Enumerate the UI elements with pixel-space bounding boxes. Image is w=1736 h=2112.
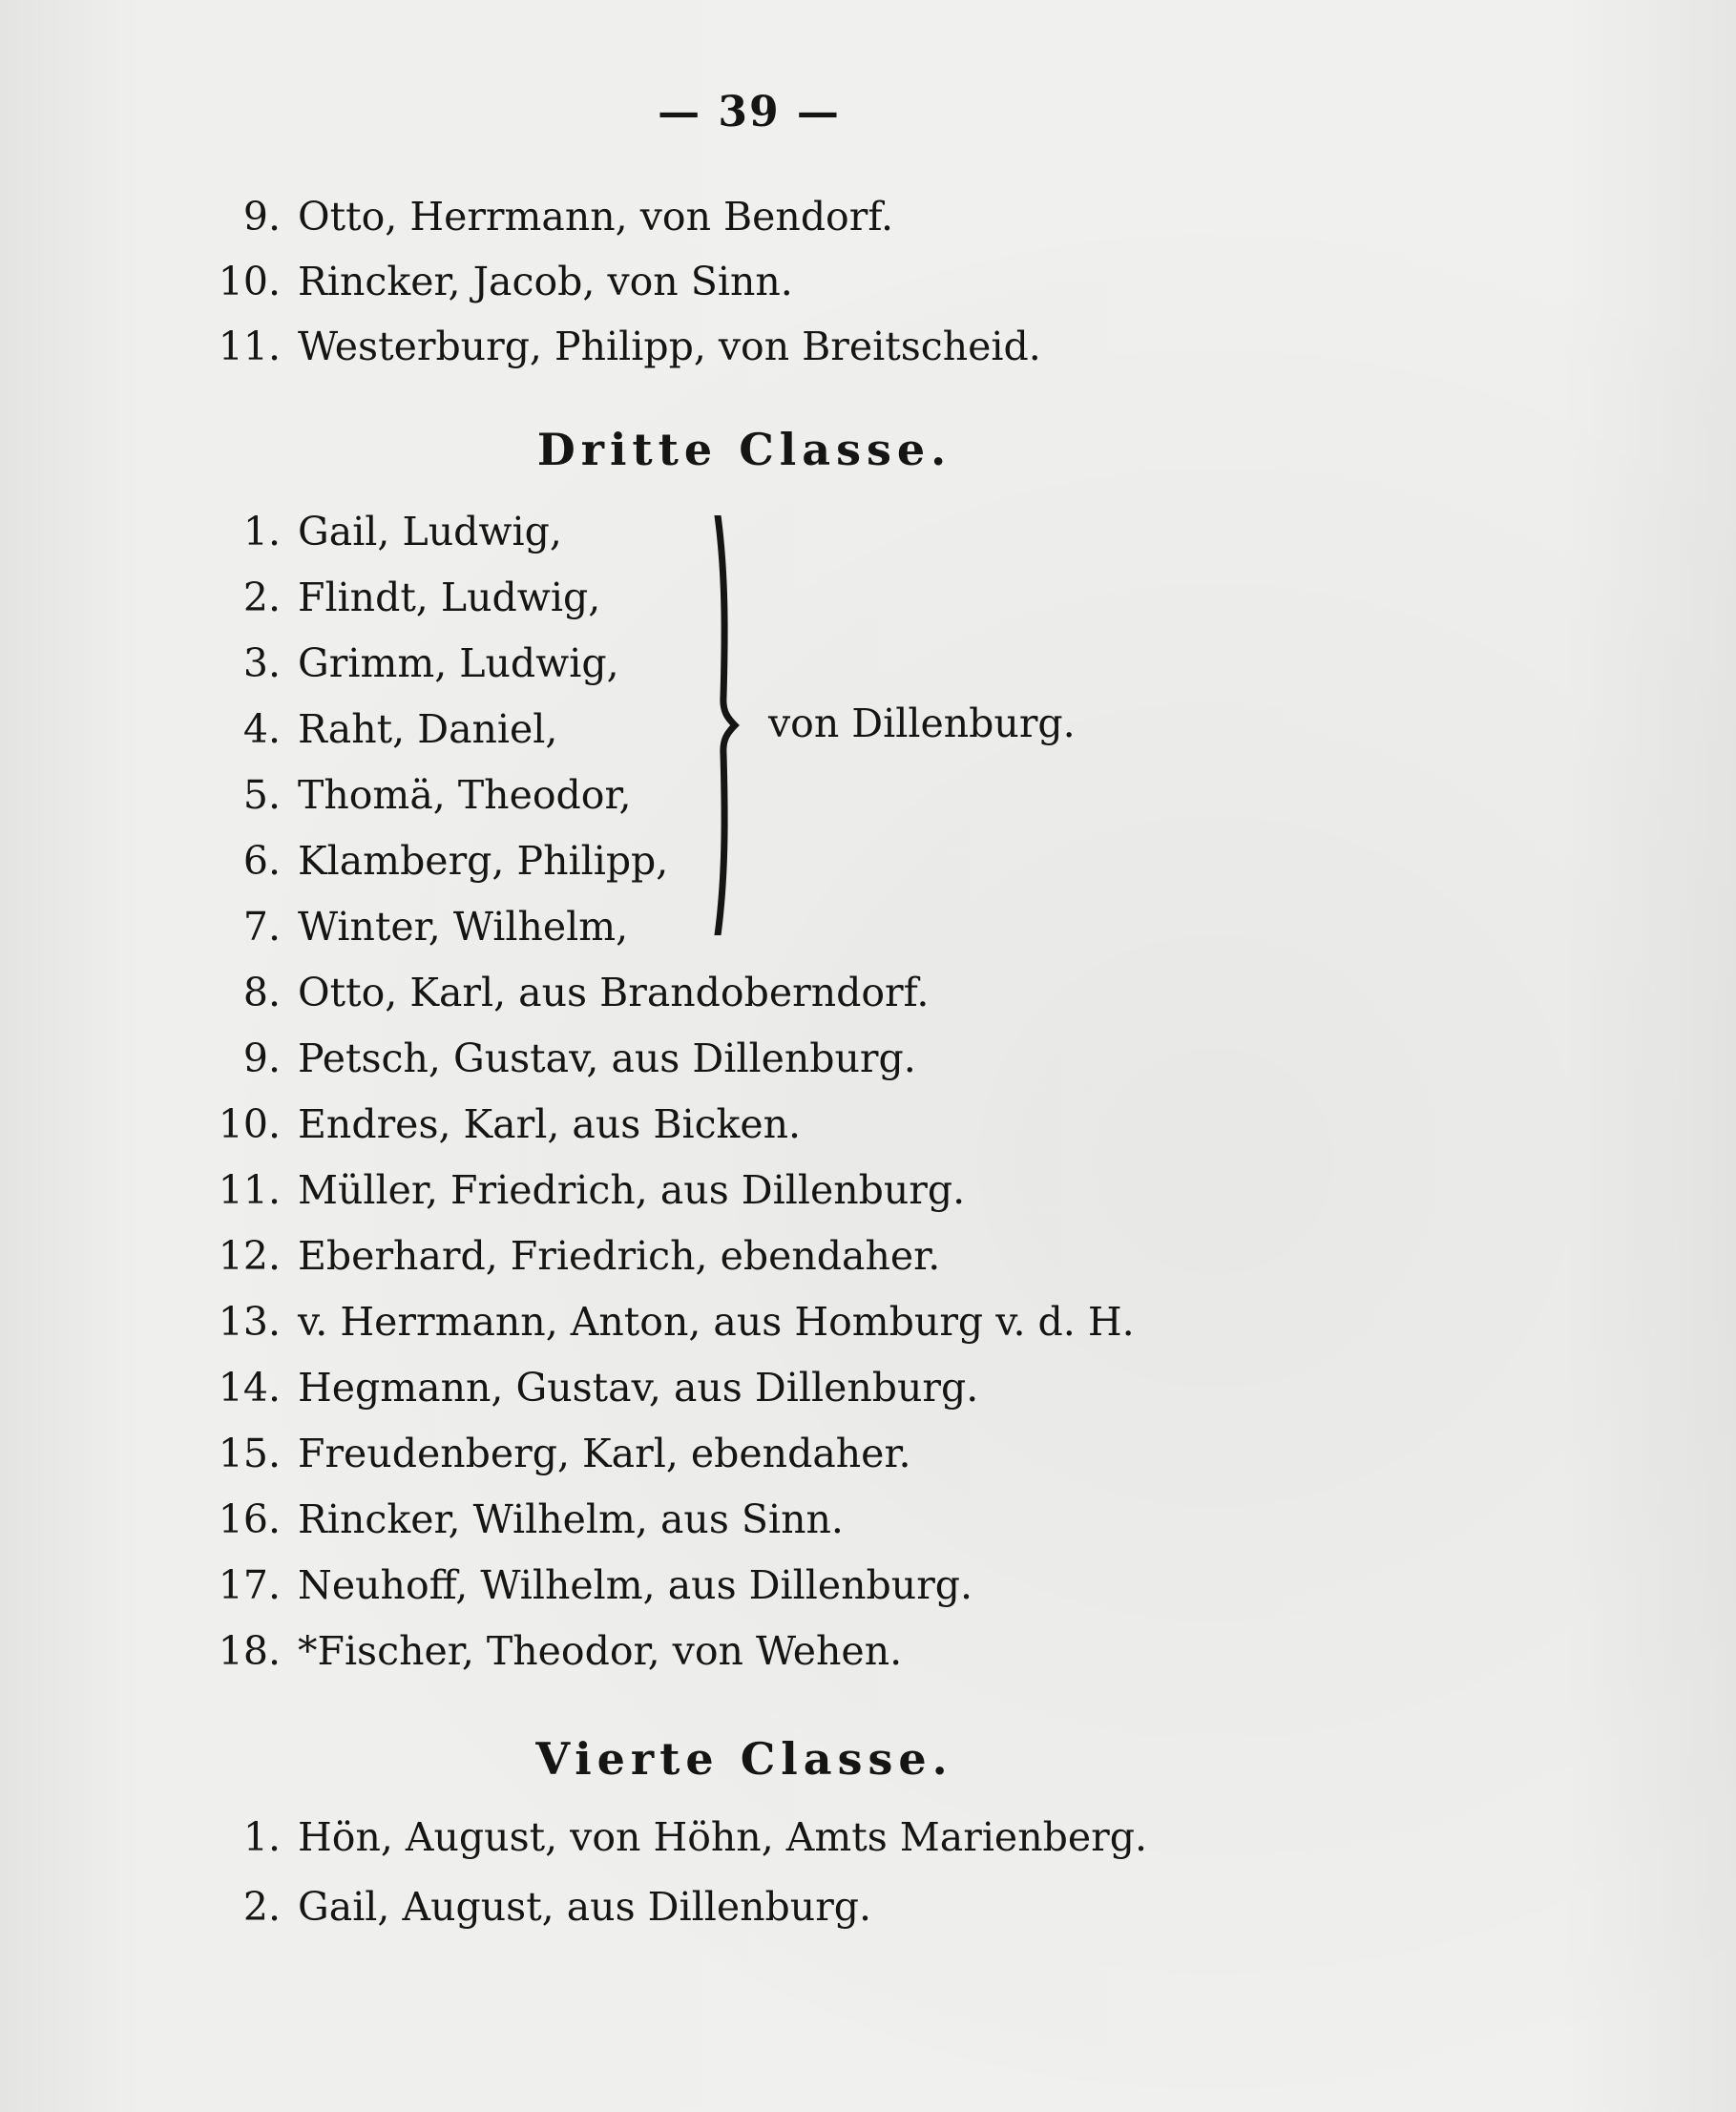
item-text: Petsch, Gustav, aus Dillenburg. bbox=[298, 1035, 916, 1081]
item-number: 6. bbox=[242, 838, 281, 884]
item-number: 10. bbox=[218, 1101, 281, 1147]
item-text: Müller, Friedrich, aus Dillenburg. bbox=[298, 1167, 966, 1213]
item-number: 1. bbox=[242, 1814, 281, 1860]
list-item bbox=[0, 503, 562, 560]
section-heading-vierte: Vierte Classe. bbox=[535, 1733, 953, 1785]
item-text: Raht, Daniel, bbox=[298, 706, 558, 752]
item-text: Gail, August, aus Dillenburg. bbox=[298, 1884, 872, 1930]
item-text: Westerburg, Philipp, von Breitscheid. bbox=[298, 324, 1041, 369]
list-item bbox=[0, 1161, 965, 1219]
item-number: 8. bbox=[242, 970, 281, 1015]
item-number: 13. bbox=[218, 1299, 281, 1345]
item-text: Grimm, Ludwig, bbox=[298, 640, 619, 686]
list-item bbox=[0, 1491, 844, 1548]
list-item bbox=[0, 188, 893, 245]
item-text: Winter, Wilhelm, bbox=[298, 904, 629, 950]
item-text: Thomä, Theodor, bbox=[298, 772, 632, 818]
curly-brace bbox=[714, 515, 743, 935]
item-text: Neuhoff, Wilhelm, aus Dillenburg. bbox=[298, 1562, 973, 1608]
list-item bbox=[0, 1809, 1147, 1866]
item-text: Rincker, Wilhelm, aus Sinn. bbox=[298, 1496, 844, 1542]
list-item bbox=[0, 1425, 911, 1482]
item-number: 9. bbox=[242, 194, 281, 240]
item-number: 4. bbox=[242, 706, 281, 752]
item-number: 11. bbox=[218, 324, 281, 369]
list-item bbox=[0, 318, 1041, 375]
list-item bbox=[0, 1878, 871, 1935]
item-number: 2. bbox=[242, 1884, 281, 1930]
item-text: Rincker, Jacob, von Sinn. bbox=[298, 259, 793, 304]
item-number: 15. bbox=[218, 1431, 281, 1476]
list-item bbox=[0, 1030, 916, 1087]
item-number: 14. bbox=[218, 1365, 281, 1411]
list-item bbox=[0, 1359, 978, 1416]
item-text: Hön, August, von Höhn, Amts Marienberg. bbox=[298, 1814, 1147, 1860]
item-number: 1. bbox=[242, 509, 281, 554]
list-item bbox=[0, 964, 929, 1021]
item-number: 11. bbox=[218, 1167, 281, 1213]
item-number: 12. bbox=[218, 1233, 281, 1279]
list-item bbox=[0, 1557, 973, 1614]
list-item bbox=[0, 898, 628, 955]
item-text: Gail, Ludwig, bbox=[298, 509, 562, 554]
list-item bbox=[0, 766, 632, 824]
list-item bbox=[0, 1293, 1135, 1350]
item-number: 9. bbox=[242, 1035, 281, 1081]
item-text: Otto, Herrmann, von Bendorf. bbox=[298, 194, 894, 240]
item-number: 17. bbox=[218, 1562, 281, 1608]
list-item bbox=[0, 253, 793, 310]
item-number: 3. bbox=[242, 640, 281, 686]
item-number: 7. bbox=[242, 904, 281, 950]
list-item bbox=[0, 569, 600, 626]
item-text: Hegmann, Gustav, aus Dillenburg. bbox=[298, 1365, 979, 1411]
item-text: Otto, Karl, aus Brandoberndorf. bbox=[298, 970, 930, 1015]
item-number: 18. bbox=[218, 1628, 281, 1674]
item-text: Eberhard, Friedrich, ebendaher. bbox=[298, 1233, 941, 1279]
list-item bbox=[0, 1096, 801, 1153]
item-number: 2. bbox=[242, 575, 281, 620]
list-item bbox=[0, 1622, 902, 1680]
item-text: *Fischer, Theodor, von Wehen. bbox=[298, 1628, 903, 1674]
list-item bbox=[0, 1227, 940, 1285]
brace-label: von Dillenburg. bbox=[768, 701, 1076, 746]
section-heading-dritte: Dritte Classe. bbox=[536, 424, 952, 475]
item-text: v. Herrmann, Anton, aus Homburg v. d. H. bbox=[298, 1299, 1135, 1345]
item-text: Freudenberg, Karl, ebendaher. bbox=[298, 1431, 911, 1476]
list-item bbox=[0, 635, 619, 692]
item-number: 16. bbox=[218, 1496, 281, 1542]
list-item bbox=[0, 701, 557, 758]
item-text: Endres, Karl, aus Bicken. bbox=[298, 1101, 802, 1147]
item-text: Klamberg, Philipp, bbox=[298, 838, 669, 884]
item-number: 5. bbox=[242, 772, 281, 818]
page-number: — 39 — bbox=[658, 88, 841, 136]
item-text: Flindt, Ludwig, bbox=[298, 575, 601, 620]
list-item bbox=[0, 832, 668, 889]
item-number: 10. bbox=[218, 259, 281, 304]
